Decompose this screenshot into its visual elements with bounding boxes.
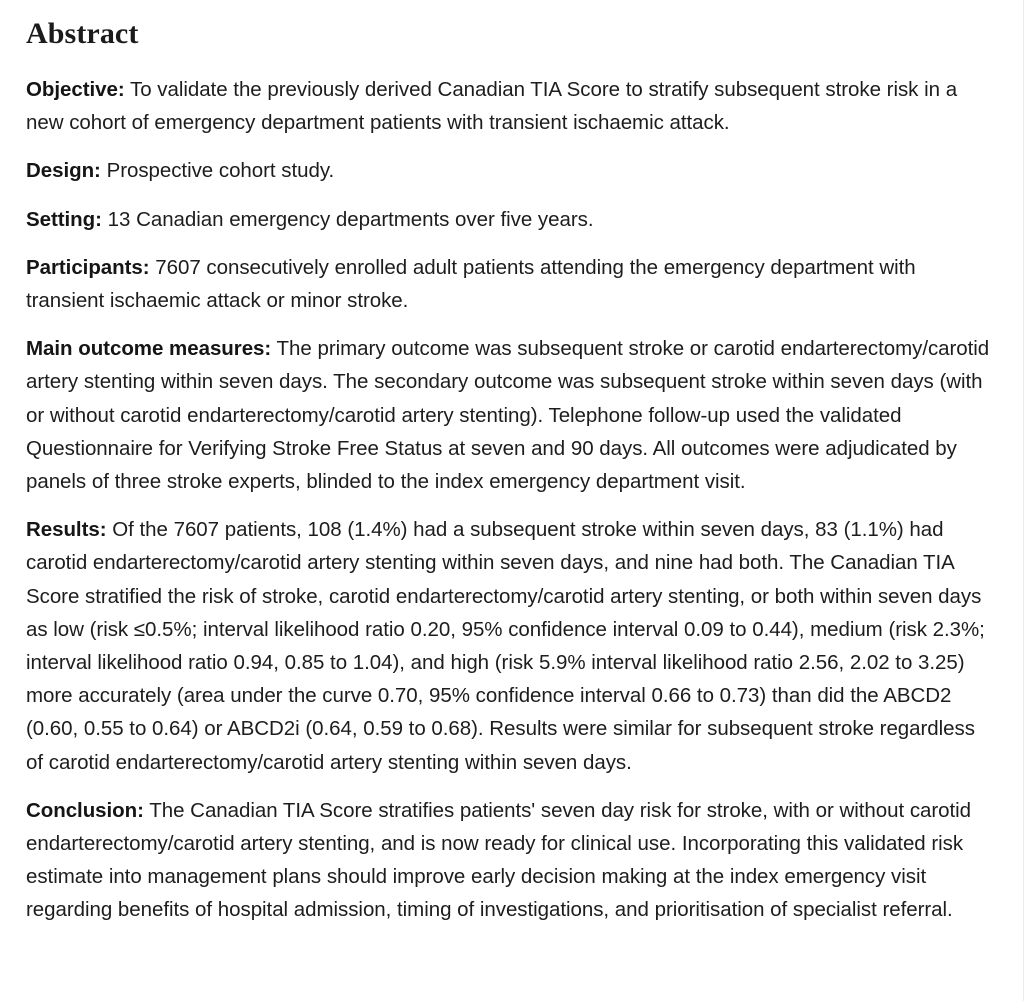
abstract-paragraph-conclusion [26,779,990,927]
section-label-participants: Participants: [26,255,150,279]
section-text-results: Of the 7607 patients, 108 (1.4%) had a subsequent stroke within seven days, 83 (1.1%) had carotid endarterectomy/carotid artery stenting within seven days, and nine had both. The Canadian TIA Score stratified the risk of stroke, carotid endarterectomy/carotid artery stenting, or both within seven days as low (risk ≤0.5%; interval likelihood ratio 0.20, 95% confidence interval 0.09 to 0.44), medium (risk 2.3%; interval likelihood ratio 0.94, 0.85 to 1.04), and high (risk 5.9% interval likelihood ratio 2.56, 2.02 to 3.25) more accurately (area under the curve 0.70, 95% confidence interval 0.66 to 0.73) than did the ABCD2 (0.60, 0.55 to 0.64) or ABCD2i (0.64, 0.59 to 0.68). Results were similar for subsequent stroke regardless of carotid endarterectomy/carotid artery stenting within seven days. [26,518,985,774]
abstract-paragraph-participants [26,236,990,317]
section-label-results: Results: [26,518,107,542]
section-label-main-outcome-measures: Main outcome measures: [26,337,272,361]
section-text-conclusion: The Canadian TIA Score stratifies patients' seven day risk for stroke, with or without carotid endarterectomy/carotid artery stenting, and is now ready for clinical use. Incorporating this validated risk estimate into management plans should improve early decision making at the index emergency visit regarding benefits of hospital admission, timing of investigations, and prioritisation of specialist referral. [26,798,972,922]
abstract-paragraph-objective [26,51,990,139]
abstract-paragraph-design [26,139,990,187]
section-text-setting: 13 Canadian emergency departments over five years. [101,207,594,231]
section-label-setting: Setting: [26,207,102,231]
section-label-objective: Objective: [26,78,125,101]
section-label-design: Design: [26,159,101,183]
abstract-paragraph-setting [26,188,990,236]
section-label-conclusion: Conclusion: [26,798,144,822]
section-text-objective: To validate the previously derived Canadian TIA Score to stratify subsequent stroke risk in a new cohort of emergency department patients with transient ischaemic attack. [26,78,958,135]
section-text-main-outcome-measures: The primary outcome was subsequent stroke or carotid endarterectomy/carotid artery stenting within seven days. The secondary outcome was subsequent stroke within seven days (with or without carotid endarterectomy/carotid artery stenting). Telephone follow-up used the validated Questionnaire for Verifying Stroke Free Status at seven and 90 days. All outcomes were adjudicated by panels of three stroke experts, blinded to the index emergency department visit. [26,337,990,494]
abstract-paragraph-results [26,498,990,779]
section-text-design: Prospective cohort study. [100,159,335,183]
page-title: Abstract [26,17,139,50]
abstract-paragraph-main-outcome-measures [26,317,990,498]
section-text-participants: 7607 consecutively enrolled adult patients attending the emergency department with transient ischaemic attack or minor stroke. [26,255,916,313]
